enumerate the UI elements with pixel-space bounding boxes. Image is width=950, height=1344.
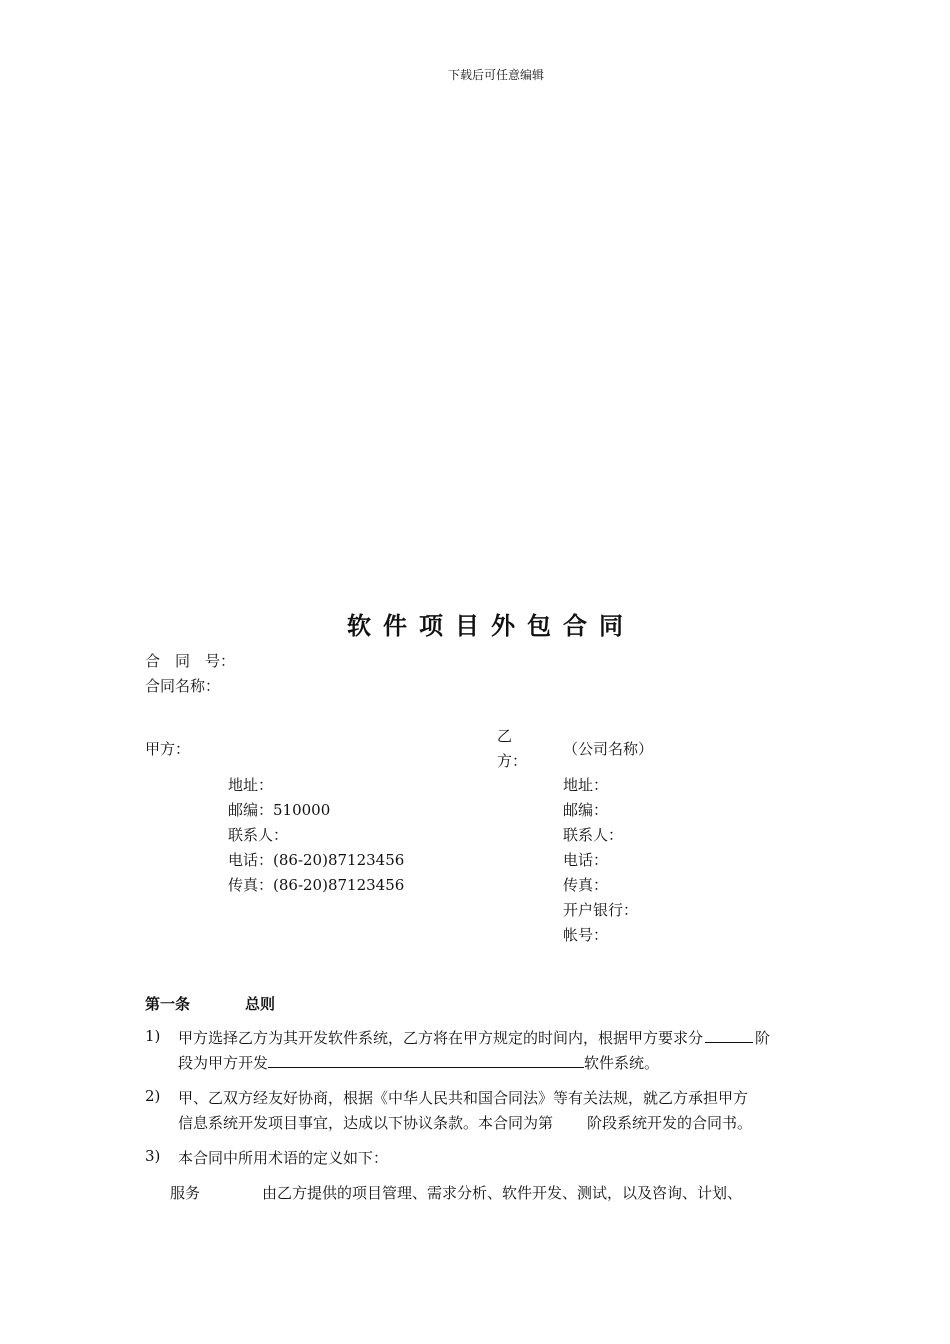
contract-number-label: 合 同 号： xyxy=(145,652,236,670)
section-1-number: 第一条 xyxy=(145,995,191,1013)
item-1-number: 1) xyxy=(145,1027,161,1045)
party-a-postcode: 邮编：510000 xyxy=(228,801,331,819)
item-2-number: 2) xyxy=(145,1087,161,1105)
party-b-label-line2: 方： xyxy=(497,752,528,770)
party-b-account: 帐号： xyxy=(563,926,609,944)
party-a-contact: 联系人： xyxy=(228,826,289,844)
party-b-fax: 传真： xyxy=(563,876,609,894)
term-service-definition: 由乙方提供的项目管理、需求分析、软件开发、测试，以及咨询、计划、 xyxy=(262,1184,743,1202)
document-title: 软件项目外包合同 xyxy=(347,612,635,640)
party-b-postcode: 邮编： xyxy=(563,801,609,819)
party-b-bank: 开户银行： xyxy=(563,901,639,919)
item-3-line1: 本合同中所用术语的定义如下： xyxy=(178,1149,389,1167)
contract-name-label: 合同名称： xyxy=(145,677,221,695)
item-1-line1: 甲方选择乙方为其开发软件系统，乙方将在甲方规定的时间内，根据甲方要求分 阶 xyxy=(178,1029,771,1047)
party-a-phone: 电话：(86-20)87123456 xyxy=(228,851,405,869)
term-service: 服务 xyxy=(170,1184,201,1202)
software-name-blank xyxy=(268,1053,584,1068)
item-3-number: 3) xyxy=(145,1147,161,1165)
party-b-address: 地址： xyxy=(563,776,609,794)
item-1-line2: 段为甲方开发 软件系统。 xyxy=(178,1054,660,1072)
stage-count-blank xyxy=(705,1028,753,1043)
party-b-contact: 联系人： xyxy=(563,826,624,844)
party-a-address: 地址： xyxy=(228,776,274,794)
party-b-company: （公司名称） xyxy=(563,740,654,758)
item-2-line2: 信息系统开发项目事宜，达成以下协议条款。本合同为第 阶段系统开发的合同书。 xyxy=(178,1114,753,1132)
header-note: 下载后可任意编辑 xyxy=(447,68,544,82)
section-1-title: 总则 xyxy=(245,995,276,1013)
party-a-label: 甲方： xyxy=(145,740,191,758)
party-b-phone: 电话： xyxy=(563,851,609,869)
party-a-fax: 传真：(86-20)87123456 xyxy=(228,876,405,894)
party-b-label-line1: 乙 xyxy=(497,727,513,745)
item-2-line1: 甲、乙双方经友好协商，根据《中华人民共和国合同法》等有关法规，就乙方承担甲方 xyxy=(178,1089,749,1107)
